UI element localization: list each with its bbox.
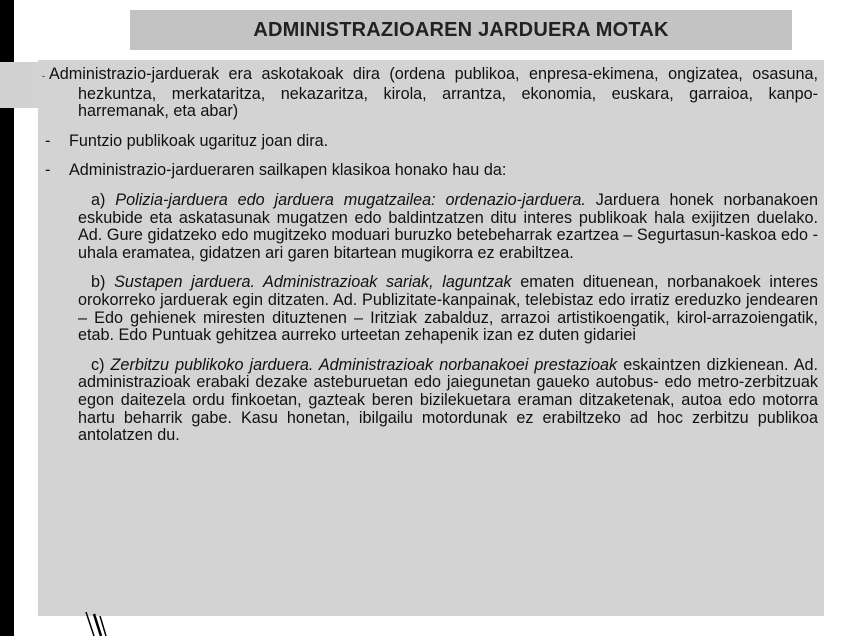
decorative-lines — [70, 612, 120, 636]
bullet-text: Funtzio publikoak ugarituz joan dira. — [69, 131, 329, 150]
bullet-dash: - — [42, 71, 45, 81]
bullet-dash: - — [45, 161, 51, 180]
bullet-text: Administrazio-jardueraren sailkapen klasikoa honako hau da: — [69, 161, 507, 180]
type-a-paragraph — [38, 192, 818, 262]
type-letter: a) — [91, 190, 106, 209]
type-b-paragraph — [38, 274, 818, 344]
type-c-paragraph — [38, 357, 818, 445]
type-title: Zerbitzu publikoko jarduera. Administrazioak norbanakoei prestazioak — [110, 355, 618, 374]
bullet-dash: - — [45, 131, 51, 150]
bullet-activities — [38, 66, 818, 121]
type-title: Polizia-jarduera edo jarduera mugatzailea: ordenazio-jarduera. — [115, 190, 586, 209]
type-letter: b) — [91, 273, 106, 292]
type-text: eskaintzen dizkienean. Ad. administrazioak erabaki dezake asteburuetan edo jaiegunetan gaueko autobus- edo metro-zerbitzuak egon daitezela ordu finkoetan, gazteak beren bizilekuetara eraman ditzaketenak, autoa edo motorra hartu beharrik gabe. Kasu honetan, ibilgailu motordunak ez erabiltzeko ad hoc zerbitzu publikoa antolatzen du. — [78, 355, 819, 445]
type-title: Sustapen jarduera. Administrazioak sariak, laguntzak — [114, 273, 512, 292]
type-letter: c) — [91, 355, 105, 374]
bullet-functions — [38, 133, 818, 151]
title-banner — [130, 10, 792, 50]
bullet-classification — [38, 162, 818, 180]
slide-title: ADMINISTRAZIOAREN JARDUERA MOTAK — [253, 18, 669, 41]
type-text: Jarduera honek norbanakoen eskubide eta askatasunak mugatzen edo baldintzatzen ditu interes publikoak hala exijitzen duelako. Ad. Gure gidatzeko edo mugitzeko moduari buruzko betebeharrak ezartzea – Segurtasun-kaskoa edo -uhala eramatea, gidatzen ari garen bitartean mugikorra ez erabiltzea. — [78, 190, 819, 262]
type-text: ematen dituenean, norbanakoek interes orokorreko jarduerak egin ditzaten. Ad. Publizitate-kanpainak, telebistaz edo irratiz ereduzko jendearen – Edo gehienek miresten dituztenen – Iritziak zabalduz, arrazoi artistikoengatik, kirol-arrazoiengatik, etab. Edo Puntuak gehitzea aurreko urteetan zehapenik izan ez duten gidariei — [78, 273, 818, 345]
bullet-text: Administrazio-jarduerak era askotakoak dira (ordena publikoa, enpresa-ekimena, ongizatea, osasuna, hezkuntza, merkataritza, nekazaritza, kirola, arrantza, ekonomia, euskara, garraioa, kanpo-harremanak, eta abar) — [49, 65, 818, 121]
slide-body — [38, 66, 818, 445]
